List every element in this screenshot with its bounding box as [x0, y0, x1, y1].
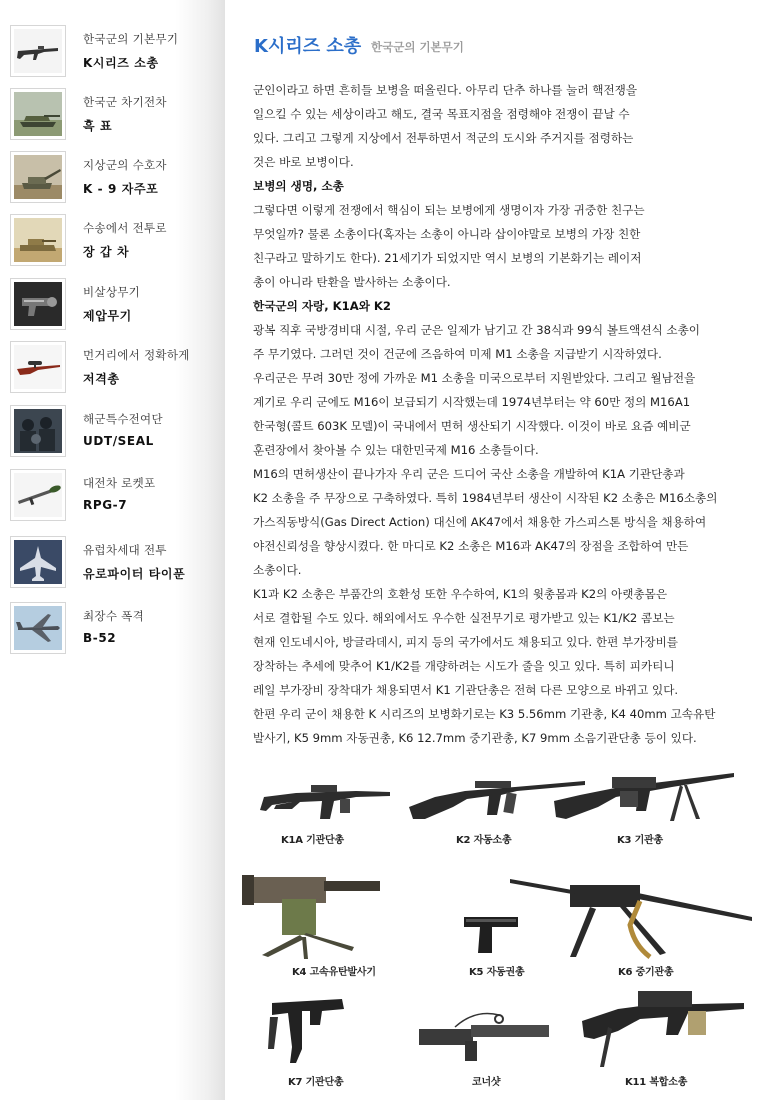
sniper-rifle-thumbnail-icon	[10, 341, 66, 393]
k7-caption: K7 기관단총	[288, 1077, 344, 1088]
bomber-thumbnail-icon	[10, 602, 66, 654]
k4-image	[242, 855, 442, 960]
paragraph-line: 발사기, K5 9mm 자동권총, K6 12.7mm 중기관총, K7 9mm 소음기관단총 등이 있다.	[253, 731, 697, 745]
sidebar-item-subtitle: 수송에서 전투로	[83, 221, 167, 235]
armored-vehicle-thumbnail-icon	[10, 214, 66, 266]
sidebar-item-black-panther-tank[interactable]	[10, 88, 220, 142]
paragraph-line: 총이 아니라 탄환을 발사하는 소총이다.	[253, 275, 451, 289]
paragraph-line: 그렇다면 이렇게 전쟁에서 핵심이 되는 보병에게 생명이자 가장 귀중한 친구는	[253, 203, 645, 217]
k2-caption: K2 자동소총	[456, 835, 512, 846]
sidebar-item-k9-howitzer[interactable]	[10, 151, 220, 205]
paragraph-line: 소총이다.	[253, 563, 302, 577]
sidebar-item-title: 흑 표	[83, 119, 113, 133]
page-title: K시리즈 소총	[254, 36, 362, 57]
paragraph-line: 레일 부가장비 장착대가 채용되면서 K1 기관단총은 전혀 다른 모양으로 바뀌고 있다.	[253, 683, 679, 697]
paragraph-line: 것은 바로 보병이다.	[253, 155, 354, 169]
paragraph-line: K1과 K2 소총은 부품간의 호환성 또한 우수하여, K1의 윗총몸과 K2의 아랫총몸은	[253, 587, 668, 601]
paragraph-line: 한편 우리 군이 채용한 K 시리즈의 보병화기로는 K3 5.56mm 기관총, K4 40mm 고속유탄	[253, 707, 716, 721]
k1a-image	[256, 775, 396, 830]
sidebar-item-k-series-rifle[interactable]	[10, 25, 220, 79]
sidebar-item-b52[interactable]	[10, 602, 220, 656]
k11-caption: K11 복합소총	[625, 1077, 688, 1088]
paragraph-line: 있다. 그리고 그렇게 지상에서 전투하면서 적군의 도시와 주거지를 점령하는	[253, 131, 634, 145]
k3-image	[550, 761, 740, 841]
sidebar-item-title: RPG-7	[83, 498, 128, 512]
section-heading: 보병의 생명, 소총	[253, 179, 344, 193]
paragraph-line: 서로 결합될 수도 있다. 해외에서도 우수한 실전무기로 평가받고 있는 K1/K2 콤보는	[253, 611, 675, 625]
k7-image	[266, 989, 352, 1069]
sidebar-item-title: K시리즈 소총	[83, 56, 159, 70]
paragraph-line: 훈련장에서 찾아볼 수 있는 대한민국제 M16 소총들이다.	[253, 443, 539, 457]
sidebar-item-title: 장 갑 차	[83, 245, 130, 259]
weapon-gallery	[240, 755, 770, 1095]
sidebar-item-sniper-rifle[interactable]	[10, 341, 220, 395]
sidebar-item-udt-seal[interactable]	[10, 405, 220, 459]
sidebar-item-title: 제압무기	[83, 309, 132, 323]
paragraph-line: 무엇일까? 물론 소총이다(혹자는 소총이 아니라 삽이야말로 보병의 가장 친한	[253, 227, 641, 241]
paragraph-line: 군인이라고 하면 흔히들 보병을 떠올린다. 아무리 단추 하나를 눌러 핵전쟁을	[253, 83, 638, 97]
paragraph-line: 우리군은 무려 30만 정에 가까운 M1 소총을 미국으로부터 지원받았다. 그리고 월남전을	[253, 371, 696, 385]
article-body	[253, 78, 771, 750]
k3-caption: K3 기관총	[617, 835, 663, 846]
page-subtitle: 한국군의 기본무기	[371, 40, 464, 54]
paragraph-line: 일으킬 수 있는 세상이라고 해도, 결국 목표지점을 점령해야 전쟁이 끝날 수	[253, 107, 630, 121]
k6-image	[510, 865, 755, 965]
paragraph-line: 야전신뢰성을 향상시켰다. 한 마디로 K2 소총은 M16과 AK47의 장점을 조합하여 만든	[253, 539, 689, 553]
non-lethal-weapon-thumbnail-icon	[10, 278, 66, 330]
k6-caption: K6 중기관총	[618, 967, 674, 978]
sidebar-item-subtitle: 지상군의 수호자	[83, 158, 167, 172]
sidebar-item-title: B-52	[83, 631, 117, 645]
sidebar-item-armored-vehicle[interactable]	[10, 214, 220, 268]
sidebar-item-non-lethal-weapon[interactable]	[10, 278, 220, 332]
paragraph-line: 가스직동방식(Gas Direct Action) 대신에 AK47에서 채용한 가스피스톤 방식을 채용하여	[253, 515, 707, 529]
sidebar-item-title: K - 9 자주포	[83, 182, 159, 196]
rocket-launcher-thumbnail-icon	[10, 469, 66, 521]
sidebar-item-subtitle: 해군특수전여단	[83, 412, 163, 426]
tank-thumbnail-icon	[10, 88, 66, 140]
paragraph-line: 장착하는 추세에 맞추어 K1/K2를 개량하려는 시도가 줄을 잇고 있다. 특히 피카티니	[253, 659, 675, 673]
k5-caption: K5 자동권총	[469, 967, 525, 978]
sidebar-item-subtitle: 한국군의 기본무기	[83, 32, 179, 46]
section-heading: 한국군의 자랑, K1A와 K2	[253, 299, 391, 313]
cornershot-image	[415, 1007, 555, 1067]
sidebar-item-subtitle: 한국군 차기전차	[83, 95, 167, 109]
sidebar-item-title: UDT/SEAL	[83, 434, 154, 448]
paragraph-line: M16의 면허생산이 끝나가자 우리 군은 드디어 국산 소총을 개발하여 K1A 기관단총과	[253, 467, 685, 481]
paragraph-line: 주 무기였다. 그러던 것이 건군에 즈음하여 미제 M1 소총을 지급받기 시작하였다.	[253, 347, 662, 361]
sidebar-item-subtitle: 최장수 폭격	[83, 609, 144, 623]
cornershot-caption: 코너샷	[472, 1077, 501, 1088]
sidebar-item-subtitle: 대전차 로켓포	[83, 476, 156, 490]
paragraph-line: K2 소총을 주 무장으로 구축하였다. 특히 1984년부터 생산이 시작된 K2 소총은 M16소총의	[253, 491, 718, 505]
self-propelled-howitzer-thumbnail-icon	[10, 151, 66, 203]
paragraph-line: 한국형(콜트 603K 모델)이 국내에서 면허 생산되기 시작했다. 이것이 바로 요즘 예비군	[253, 419, 691, 433]
navy-seal-thumbnail-icon	[10, 405, 66, 457]
sidebar-item-subtitle: 유럽차세대 전투	[83, 543, 167, 557]
sidebar-item-rpg7[interactable]	[10, 469, 220, 523]
fighter-jet-thumbnail-icon	[10, 536, 66, 588]
paragraph-line: 광복 직후 국방경비대 시절, 우리 군은 일제가 남기고 간 38식과 99식 볼트액션식 소총이	[253, 323, 701, 337]
sidebar-nav	[0, 0, 225, 1100]
sidebar-item-title: 저격총	[83, 372, 120, 386]
sidebar-item-title: 유로파이터 타이푼	[83, 567, 186, 581]
k1a-caption: K1A 기관단총	[281, 835, 344, 846]
sidebar-item-subtitle: 먼거리에서 정확하게	[83, 348, 190, 362]
paragraph-line: 친구라고 말하기도 한다). 21세기가 되었지만 역시 보병의 기본화기는 레이저	[253, 251, 642, 265]
main-content	[240, 0, 770, 1100]
paragraph-line: 계기로 우리 군에도 M16이 보급되기 시작했는데 1974년부터는 약 60만 정의 M16A1	[253, 395, 691, 409]
rifle-thumbnail-icon	[10, 25, 66, 77]
sidebar-item-eurofighter[interactable]	[10, 536, 220, 590]
k11-image	[578, 987, 748, 1072]
sidebar-item-subtitle: 비살상무기	[83, 285, 141, 299]
paragraph-line: 현재 인도네시아, 방글라데시, 피지 등의 국가에서도 채용되고 있다. 한편 부가장비를	[253, 635, 679, 649]
k4-caption: K4 고속유탄발사기	[292, 967, 376, 978]
